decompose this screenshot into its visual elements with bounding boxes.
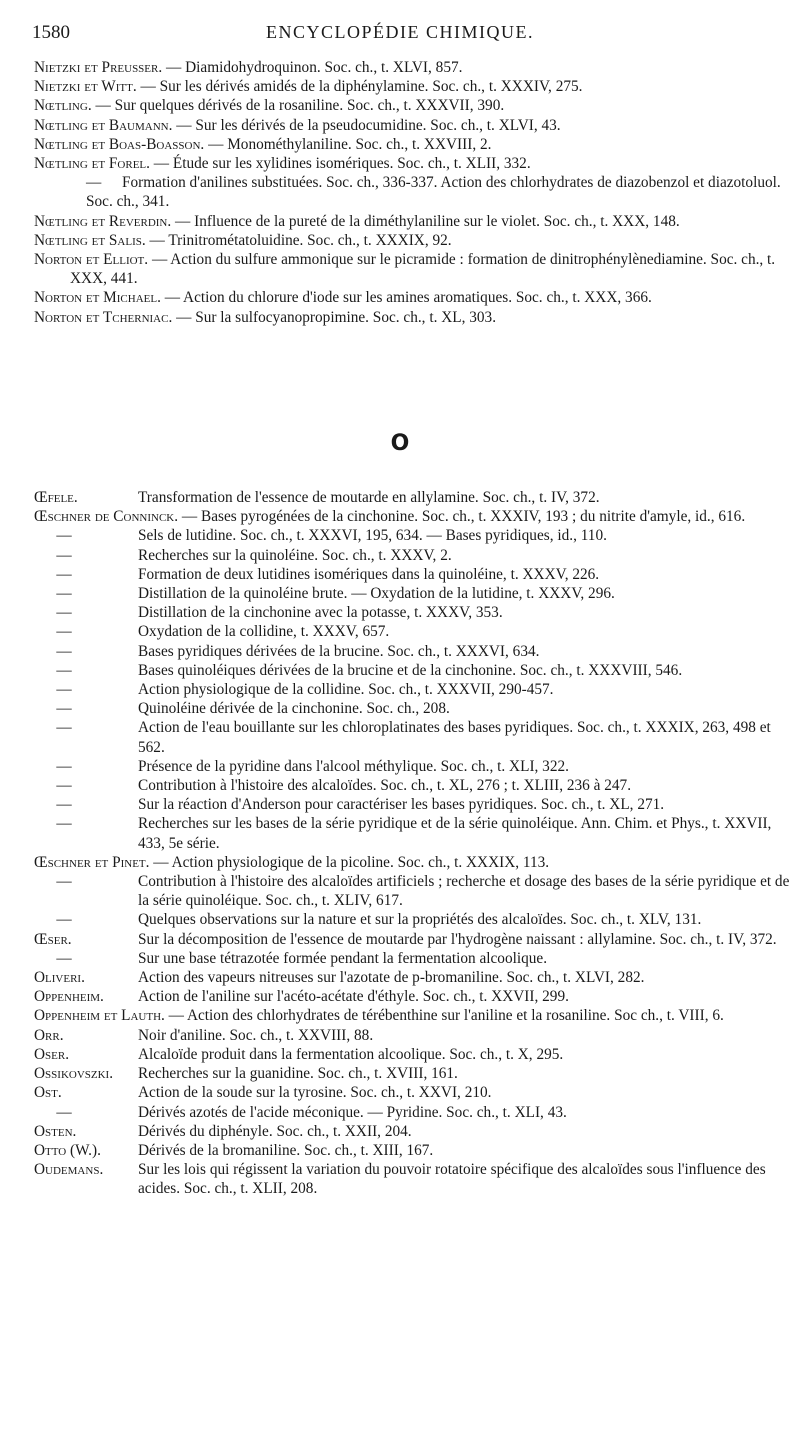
author-name: Oudemans. [34,1161,104,1179]
bibliography-entry [34,135,790,154]
entry-text: Dérivés de la bromaniline. Soc. ch., t. XIII, 167. [138,1141,434,1159]
ditto-dash: — [56,757,72,775]
page-number: 1580 [32,22,70,43]
author-name: Oppenheim et Lauth. — [34,1007,184,1025]
entry-text: Action physiologique de la collidine. Soc. ch., t. XXXVII, 290-457. [138,681,554,699]
ditto-dash: — [56,585,72,603]
ditto-dash: — [56,565,72,583]
author-name: Nietzki et Witt. [34,78,137,96]
entry-text: Formation d'anilines substituées. Soc. ch., 336-337. Action des chlorhydrates de diazobenzol et diazotoluol. Soc. ch., 341. [86,174,781,211]
bibliography-entry [34,1160,790,1198]
ditto-dash: — [56,796,72,814]
ditto-dash: — [56,527,72,545]
author-name: Norton et Elliot. [34,251,149,269]
entry-text: Action physiologique de la picoline. Soc. ch., t. XXXIX, 113. [171,853,550,871]
bibliography-entry [34,154,790,173]
ditto-dash: — [56,546,72,564]
entry-text: — Influence de la pureté de la diméthylaniline sur le violet. Soc. ch., t. XXX, 148. [175,212,680,230]
entry-text: Recherches sur les bases de la série pyridique et de la série quinoléique. Ann. Chim. et Phys., t. XXVII, 433, 5e série. [138,815,772,852]
bibliography-entry [34,1141,790,1160]
entry-text: Sur une base tétrazotée formée pendant la fermentation alcoolique. [138,949,548,967]
ditto-dash: — [56,700,72,718]
ditto-dash: — [56,777,72,795]
ditto-dash: — [56,911,72,929]
entry-text: Recherches sur la guanidine. Soc. ch., t. XVIII, 161. [138,1065,458,1083]
author-name: Oppenheim. [34,988,104,1006]
bibliography-entry [34,1083,790,1102]
author-name: Nœtling. [34,97,92,115]
author-name: Oser. [34,1045,70,1063]
bibliography-entry [34,930,790,949]
bibliography-entry [34,910,790,929]
bibliography-entry [34,968,790,987]
bibliography-entry [34,96,790,115]
entry-text: Alcaloïde produit dans la fermentation alcoolique. Soc. ch., t. X, 295. [138,1045,564,1063]
author-name: Ost. [34,1084,62,1102]
author-name: Nœtling et Salis. [34,231,146,249]
ditto-dash: — [56,873,72,891]
bibliography-entry [34,488,790,507]
author-name: Norton et Michael. [34,289,161,307]
entry-text: — Action du chlorure d'iode sur les amines aromatiques. Soc. ch., t. XXX, 366. [164,289,652,307]
entry-text: Bases pyrogénées de la cinchonine. Soc. ch., t. XXXIV, 193 ; du nitrite d'amyle, id., 616. [201,508,746,526]
author-name: Nœtling et Boas-Boasson. [34,135,205,153]
bibliography-entry [34,1064,790,1083]
bibliography-entry [34,949,790,968]
bibliography-entry [34,507,790,526]
author-name: Ossikovszki. [34,1065,114,1083]
running-title: ENCYCLOPÉDIE CHIMIQUE. [266,22,534,42]
author-name: Orr. [34,1026,64,1044]
ditto-dash: — [56,815,72,833]
ditto-dash: — [56,661,72,679]
page-header [0,22,800,48]
bibliography-entry [34,584,790,603]
entry-text: Action de la soude sur la tyrosine. Soc. ch., t. XXVI, 210. [138,1084,492,1102]
bibliography-entry [34,757,790,776]
bibliography-entry [34,565,790,584]
entry-text: Dérivés azotés de l'acide méconique. — Pyridine. Soc. ch., t. XLI, 43. [138,1103,567,1121]
ditto-dash: — [56,949,72,967]
entry-text: Contribution à l'histoire des alcaloïdes. Soc. ch., t. XL, 276 ; t. XLIII, 236 à 247. [138,777,632,795]
entry-text: — Monométhylaniline. Soc. ch., t. XXVIII, 2. [208,135,492,153]
entry-text: Quinoléine dérivée de la cinchonine. Soc. ch., 208. [138,700,450,718]
bibliography-entry [34,546,790,565]
entry-text: — Étude sur les xylidines isomériques. Soc. ch., t. XLII, 332. [153,155,531,173]
author-name: Nœtling et Forel. [34,155,150,173]
ditto-dash: — [56,642,72,660]
bibliography-entry [34,987,790,1006]
entry-text: — Sur les dérivés de la pseudocumidine. Soc. ch., t. XLVI, 43. [176,116,561,134]
bibliography-entry [34,795,790,814]
entry-text: Distillation de la cinchonine avec la potasse, t. XXXV, 353. [138,604,503,622]
entry-text: — Sur les dérivés amidés de la diphénylamine. Soc. ch., t. XXXIV, 275. [140,78,583,96]
author-name: Nœtling et Baumann. [34,116,173,134]
entry-text: Sur la décomposition de l'essence de moutarde par l'hydrogène naissant : allylamine. Soc. ch., t. IV, 372. [138,930,777,948]
author-name: Norton et Tcherniac. [34,308,173,326]
author-name: Œschner de Conninck. — [34,508,198,526]
entry-text: Sur les lois qui régissent la variation du pouvoir rotatoire spécifique des alcaloïdes sous l'influence des acides. Soc. ch., t. XLII, 208. [138,1161,766,1198]
bibliography-entry [34,853,790,872]
entry-text: — Action du sulfure ammonique sur le picramide : formation de dinitrophénylènediamine. Soc. ch., t. XXX, 441. [70,251,776,288]
ditto-dash: — [86,174,102,192]
bibliography-entry [34,173,790,211]
ditto-dash: — [56,604,72,622]
bibliography-entry [34,1045,790,1064]
bibliography-entry [34,1026,790,1045]
entry-text: Transformation de l'essence de moutarde en allylamine. Soc. ch., t. IV, 372. [138,489,600,506]
entry-text: Oxydation de la collidine, t. XXXV, 657. [138,623,390,641]
bibliography-entry [34,699,790,718]
entry-text: Bases quinoléiques dérivées de la brucine et de la cinchonine. Soc. ch., t. XXXVIII, 546. [138,661,683,679]
bibliography-entry [34,58,790,77]
bibliography-entry [34,116,790,135]
entry-text: — Diamidohydroquinon. Soc. ch., t. XLVI, 857. [166,59,463,76]
author-name: Œfele. [34,489,78,506]
entry-text: Sur la réaction d'Anderson pour caractériser les bases pyridiques. Soc. ch., t. XL, 271. [138,796,665,814]
author-name: Œschner et Pinet. — [34,853,169,871]
bibliography-entry [34,872,790,910]
bibliography-entry [34,231,790,250]
bibliography-entry [34,603,790,622]
entry-text: Formation de deux lutidines isomériques dans la quinoléine, t. XXXV, 226. [138,565,600,583]
author-name: Nœtling et Reverdin. [34,212,172,230]
author-name: Otto (W.). [34,1141,101,1159]
bibliography-entry [34,1122,790,1141]
bibliography-entry [34,622,790,641]
author-name: Osten. [34,1122,77,1140]
bibliography-entry [34,814,790,852]
entry-text: Action des vapeurs nitreuses sur l'azotate de p-bromaniline. Soc. ch., t. XLVI, 282. [138,969,645,987]
bibliography-entry [34,288,790,307]
bibliography-entry [34,77,790,96]
entry-text: Action de l'eau bouillante sur les chloroplatinates des bases pyridiques. Soc. ch., t. XXXIX, 263, 498 et 562. [138,719,771,756]
entry-text: Recherches sur la quinoléine. Soc. ch., t. XXXV, 2. [138,546,452,564]
bibliography-entry [34,642,790,661]
entry-text: Dérivés du diphényle. Soc. ch., t. XXII, 204. [138,1122,412,1140]
entry-text: Contribution à l'histoire des alcaloïdes artificiels ; recherche et dosage des bases de la série pyridique et de la série quinoléique. Soc. ch., t. XLIV, 617. [138,873,790,910]
ditto-dash: — [56,719,72,737]
ditto-dash: — [56,681,72,699]
author-name: Oliveri. [34,969,85,987]
entry-text: — Trinitrométatoluidine. Soc. ch., t. XXXIX, 92. [149,231,452,249]
bibliography-entry [34,661,790,680]
entry-text: Quelques observations sur la nature et sur la propriétés des alcaloïdes. Soc. ch., t. XLV, 131. [138,911,702,929]
bibliography-entry [34,308,790,327]
bibliography-entry [34,212,790,231]
bibliography-section-o [34,488,790,1199]
entry-text: Distillation de la quinoléine brute. — Oxydation de la lutidine, t. XXXV, 296. [138,585,615,603]
bibliography-section-n [34,58,790,327]
entry-text: Présence de la pyridine dans l'alcool méthylique. Soc. ch., t. XLI, 322. [138,757,569,775]
author-name: Nietzki et Preusser. [34,59,163,76]
entry-text: Sels de lutidine. Soc. ch., t. XXXVI, 195, 634. — Bases pyridiques, id., 110. [138,527,607,545]
bibliography-entry [34,1103,790,1122]
entry-text: Bases pyridiques dérivées de la brucine. Soc. ch., t. XXXVI, 634. [138,642,540,660]
entry-text: — Sur la sulfocyanopropimine. Soc. ch., t. XL, 303. [176,308,497,326]
author-name: Œser. [34,930,72,948]
entry-text: Action de l'aniline sur l'acéto-acétate d'éthyle. Soc. ch., t. XXVII, 299. [138,988,569,1006]
bibliography-entry [34,526,790,545]
entry-text: — Sur quelques dérivés de la rosaniline. Soc. ch., t. XXXVII, 390. [95,97,505,115]
bibliography-entry [34,718,790,756]
ditto-dash: — [56,1103,72,1121]
bibliography-entry [34,776,790,795]
bibliography-entry [34,1006,790,1025]
bibliography-entry [34,680,790,699]
section-letter: O [390,431,410,456]
entry-text: Noir d'aniline. Soc. ch., t. XXVIII, 88. [138,1026,374,1044]
entry-text: Action des chlorhydrates de térébenthine sur l'aniline et la rosaniline. Soc ch., t. VIII, 6. [186,1007,724,1025]
ditto-dash: — [56,623,72,641]
bibliography-entry [34,250,790,288]
